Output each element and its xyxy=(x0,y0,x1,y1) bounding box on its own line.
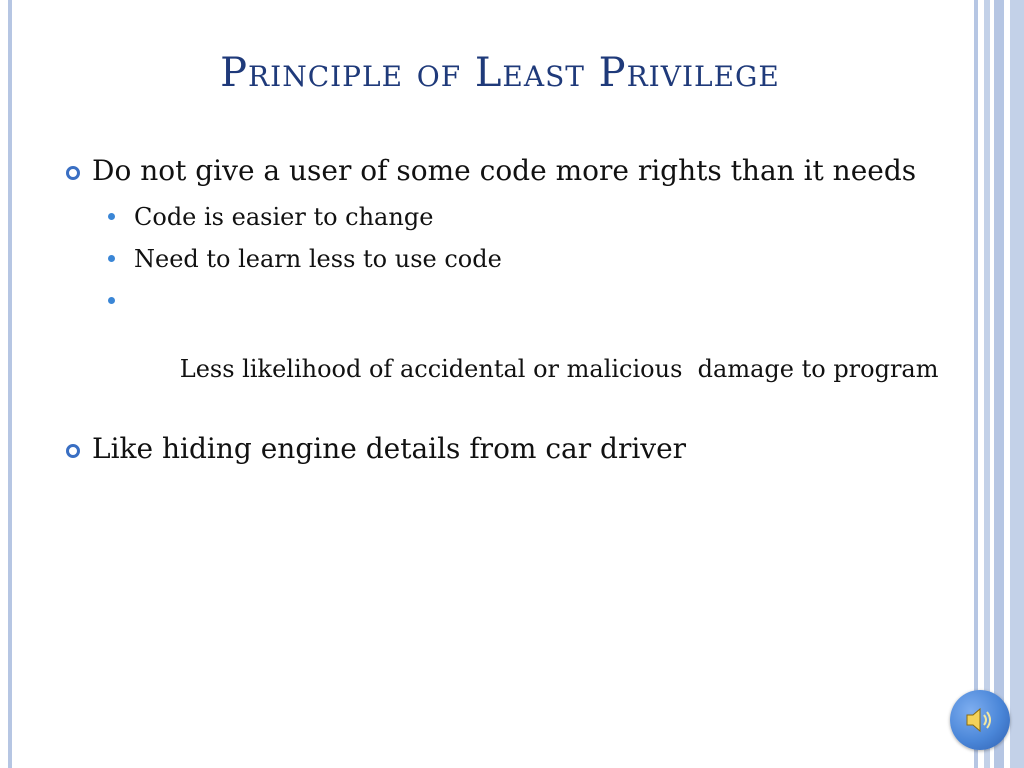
dot-bullet-icon xyxy=(108,255,115,262)
right-frame-stripe xyxy=(974,0,978,768)
sub-bullet-text: Code is easier to change xyxy=(134,203,434,231)
bullet-item xyxy=(66,428,946,470)
ring-bullet-icon xyxy=(66,444,80,458)
dot-bullet-icon xyxy=(108,213,115,220)
left-frame-border xyxy=(8,0,12,768)
slide-body xyxy=(66,150,946,478)
sub-bullet-item xyxy=(66,200,946,234)
right-frame-stripe xyxy=(1010,0,1024,768)
sub-bullet-text: Less likelihood of accidental or malicious damage to program xyxy=(179,355,939,383)
audio-playback-button[interactable] xyxy=(950,690,1010,750)
bullet-text: Do not give a user of some code more rights than it needs xyxy=(92,154,917,187)
speaker-icon xyxy=(964,705,996,735)
sub-bullet-item xyxy=(66,242,946,276)
bullet-item xyxy=(66,150,946,192)
sub-bullet-item xyxy=(66,284,946,420)
right-frame-stripe xyxy=(984,0,990,768)
right-frame-stripe xyxy=(994,0,1004,768)
sub-bullet-text: Need to learn less to use code xyxy=(134,245,502,273)
dot-bullet-icon xyxy=(108,297,115,304)
ring-bullet-icon xyxy=(66,166,80,180)
bullet-text: Like hiding engine details from car driver xyxy=(92,432,687,465)
slide-title: Principle of Least Privilege xyxy=(220,50,780,96)
